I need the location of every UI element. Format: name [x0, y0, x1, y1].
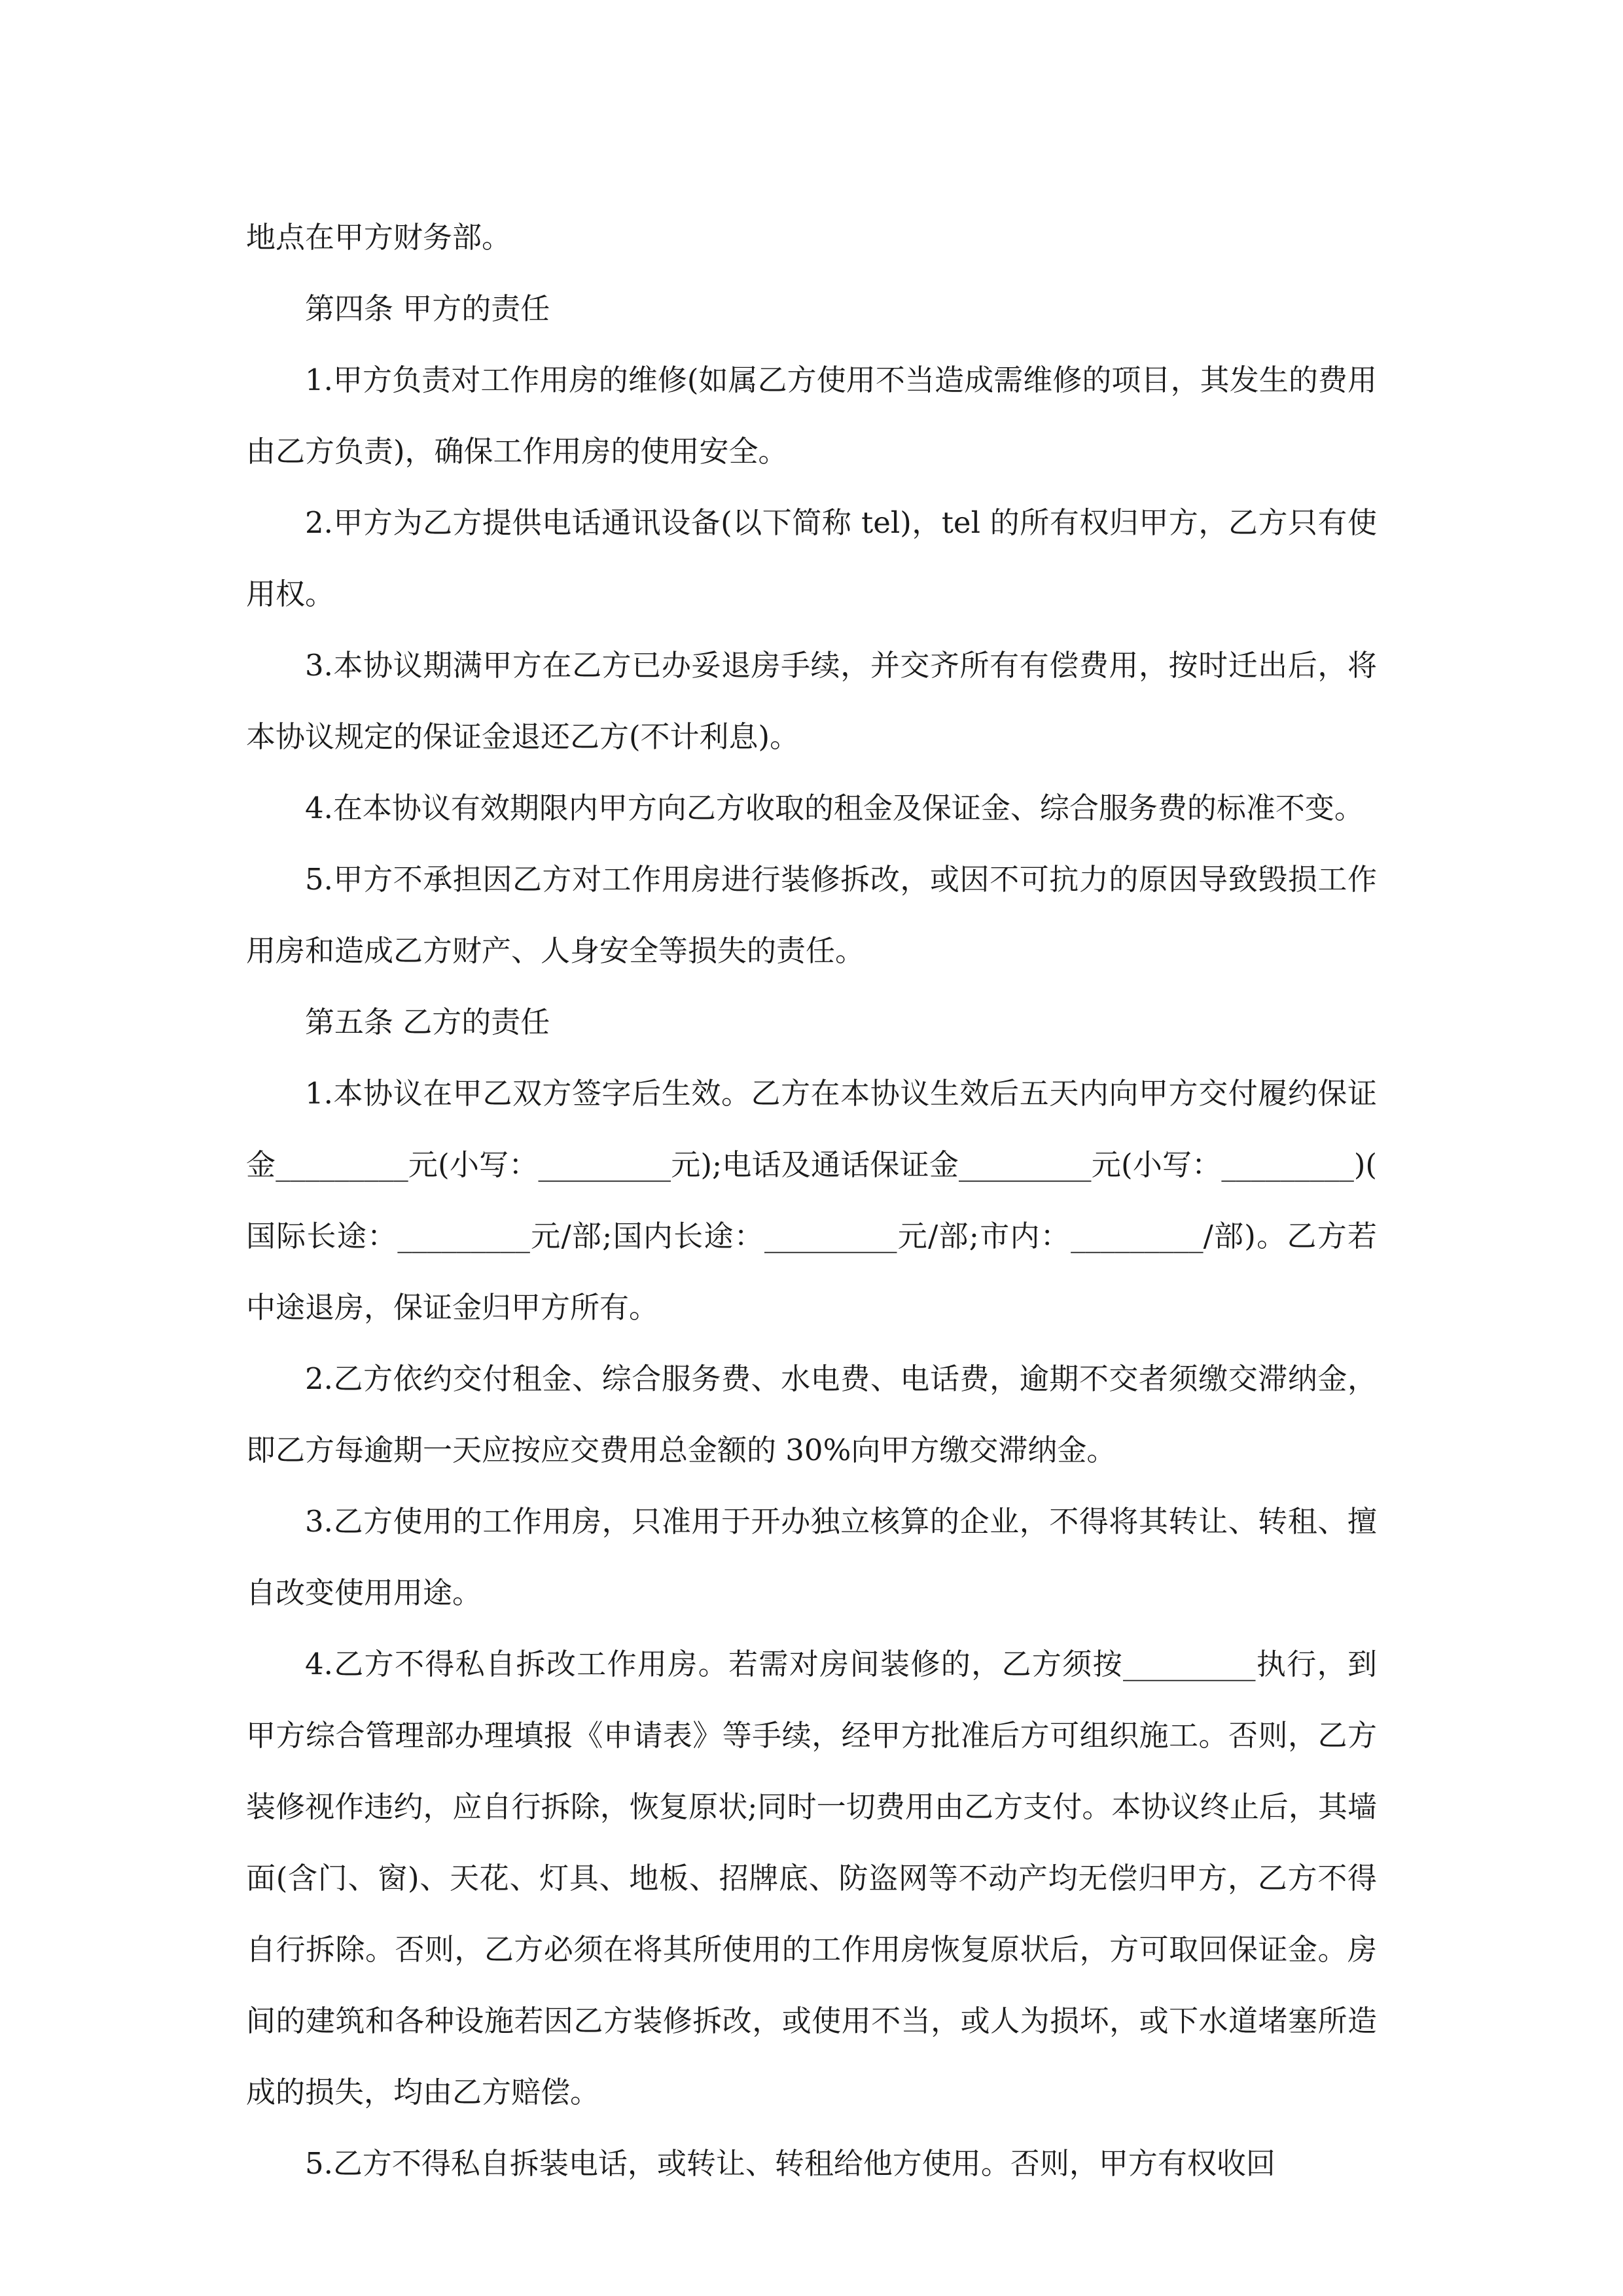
article-5-heading: 第五条 乙方的责任: [305, 1005, 550, 1039]
article-4-heading: 第四条 甲方的责任: [305, 291, 550, 326]
paragraph-payment-location: 地点在甲方财务部。: [246, 220, 512, 255]
article-5-item-3: 3.乙方使用的工作用房，只准用于开办独立核算的企业，不得将其转让、转租、擅自改变使用用途。: [246, 1504, 1377, 1610]
article-4-item-5: 5.甲方不承担因乙方对工作用房进行装修拆改，或因不可抗力的原因导致毁损工作用房和造成乙方财产、人身安全等损失的责任。: [246, 862, 1377, 968]
article-4-item-3: 3.本协议期满甲方在乙方已办妥退房手续，并交齐所有有偿费用，按时迁出后，将本协议规定的保证金退还乙方(不计利息)。: [246, 648, 1377, 754]
article-4-item-2: 2.甲方为乙方提供电话通讯设备(以下简称 tel)，tel 的所有权归甲方，乙方只有使用权。: [246, 505, 1377, 611]
article-5-item-1: 1.本协议在甲乙双方签字后生效。乙方在本协议生效后五天内向甲方交付履约保证金_________元(小写：_________元);电话及通话保证金_________元(小写：_________)(国际长途：_________元/部;国内长途：_________元/部;市内：_________/部)。乙方若中途退房，保证金归甲方所有。: [246, 1076, 1377, 1325]
document-body: [246, 202, 1377, 2199]
article-4-item-4: 4.在本协议有效期限内甲方向乙方收取的租金及保证金、综合服务费的标准不变。: [305, 791, 1364, 825]
article-4-item-1: 1.甲方负责对工作用房的维修(如属乙方使用不当造成需维修的项目，其发生的费用由乙方负责)，确保工作用房的使用安全。: [246, 363, 1377, 469]
article-5-item-2: 2.乙方依约交付租金、综合服务费、水电费、电话费，逾期不交者须缴交滞纳金，即乙方每逾期一天应按应交费用总金额的 30%向甲方缴交滞纳金。: [246, 1361, 1377, 1467]
article-5-item-4: 4.乙方不得私自拆改工作用房。若需对房间装修的，乙方须按_________执行，到甲方综合管理部办理填报《申请表》等手续，经甲方批准后方可组织施工。否则，乙方装修视作违约，应自行拆除，恢复原状;同时一切费用由乙方支付。本协议终止后，其墙面(含门、窗)、天花、灯具、地板、招牌底、防盗网等不动产均无偿归甲方，乙方不得自行拆除。否则，乙方必须在将其所使用的工作用房恢复原状后，方可取回保证金。房间的建筑和各种设施若因乙方装修拆改，或使用不当，或人为损坏，或下水道堵塞所造成的损失，均由乙方赔偿。: [246, 1647, 1377, 2109]
article-5-item-5: 5.乙方不得私自拆装电话，或转让、转租给他方使用。否则，甲方有权收回: [305, 2146, 1275, 2181]
